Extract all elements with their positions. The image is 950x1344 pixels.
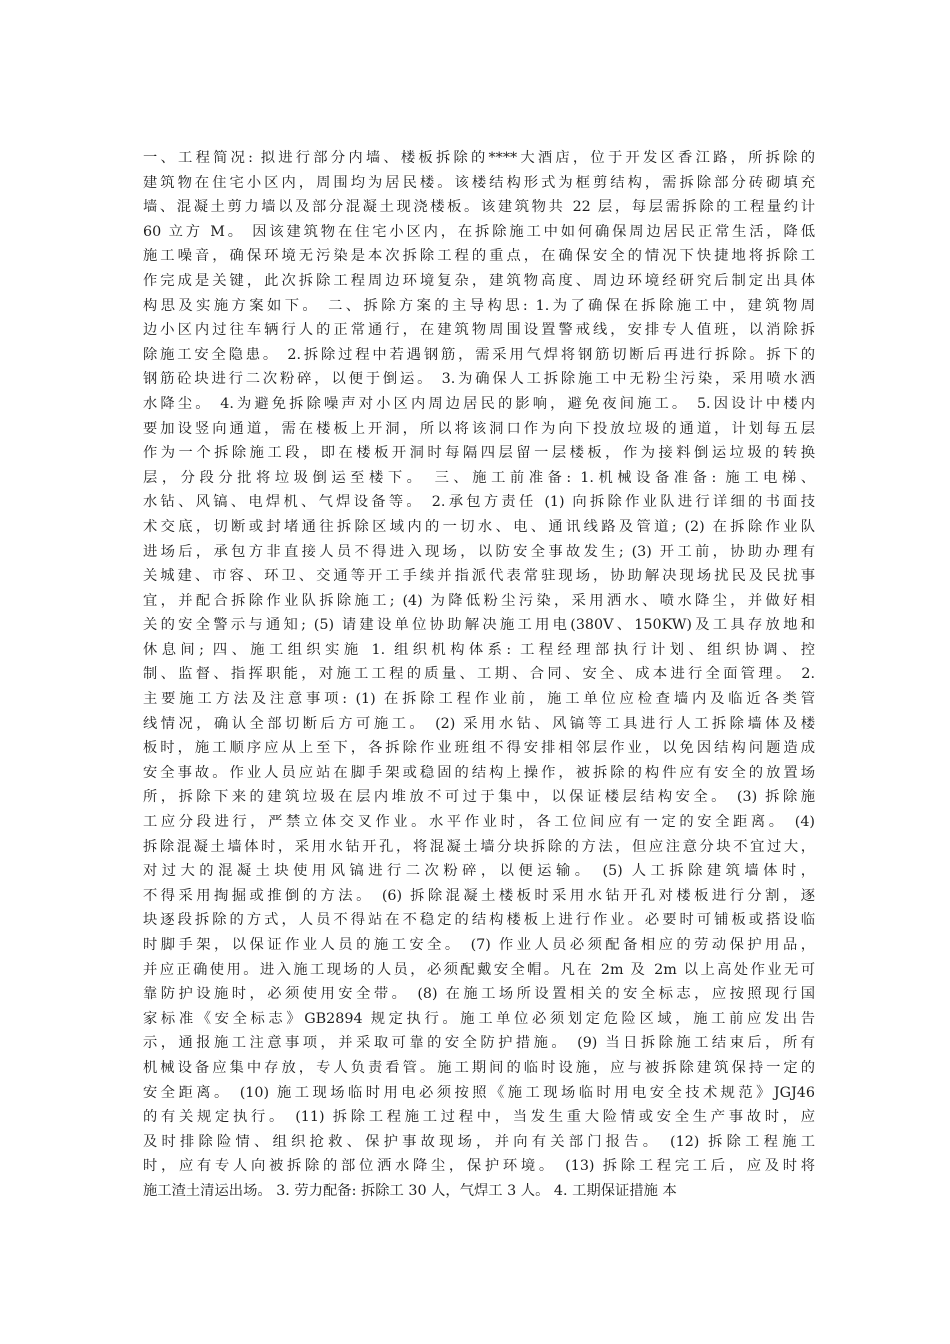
text-line: 的有关规定执行。 (11) 拆除工程施工过程中，当发生重大险情或安全生产事故时，应	[143, 1109, 815, 1126]
text-line: 线情况，确认全部切断后方可施工。 (2) 采用水钻、风镐等工具进行人工拆除墙体及楼	[143, 715, 815, 732]
text-line: 60 立方 M。 因该建筑物在住宅小区内，在拆除施工中如何确保周边居民正常生活，降低	[143, 223, 815, 240]
text-line: 水降尘。 4.为避免拆除噪声对小区内周边居民的影响，避免夜间施工。 5.因设计中楼内	[143, 395, 815, 412]
text-line: 主要施工方法及注意事项: (1) 在拆除工程作业前，施工单位应检查墙内及临近各类管	[143, 691, 815, 708]
text-line: 除施工安全隐患。 2.拆除过程中若遇钢筋，需采用气焊将钢筋切断后再进行拆除。拆下的	[143, 346, 815, 363]
text-line: 施工渣土清运出场。 3. 劳力配备: 拆除工 30 人，气焊工 3 人。 4. 工期保证措施 本	[143, 1182, 677, 1199]
text-line: 休息间; 四、施工组织实施 1. 组织机构体系: 工程经理部执行计划、组织协调、控	[143, 641, 815, 658]
text-line: 边小区内过往车辆行人的正常通行，在建筑物周围设置警戒线，安排专人值班，以消除拆	[143, 322, 815, 339]
body-text	[143, 146, 815, 1204]
text-line: 安全距离。 (10) 施工现场临时用电必须按照《施工现场临时用电安全技术规范》JGJ46	[143, 1084, 815, 1101]
text-line: 及时排除险情、组织抢救、保护事故现场，并向有关部门报告。 (12) 拆除工程施工	[143, 1133, 815, 1150]
text-line: 所，拆除下来的建筑垃圾在层内堆放不可过于集中，以保证楼层结构安全。 (3) 拆除施	[143, 789, 815, 806]
text-line: 宜，并配合拆除作业队拆除施工; (4) 为降低粉尘污染，采用洒水、喷水降尘，并做好相	[143, 592, 815, 609]
text-line: 示，通报施工注意事项，并采取可靠的安全防护措施。 (9) 当日拆除施工结束后，所有	[143, 1035, 815, 1052]
text-line: 关城建、市容、环卫、交通等开工手续并指派代表常驻现场，协助解决现场扰民及民扰事	[143, 568, 815, 585]
text-line: 建筑物在住宅小区内，周围均为居民楼。该楼结构形式为框剪结构，需拆除部分砖砌填充	[143, 174, 815, 191]
text-line: 不得采用掏掘或推倒的方法。 (6) 拆除混凝土楼板时采用水钻开孔对楼板进行分割，逐	[143, 887, 815, 904]
text-line: 要加设竖向通道，需在楼板上开洞，所以将该洞口作为向下投放垃圾的通道，计划每五层	[143, 420, 815, 437]
text-line: 施工噪音，确保环境无污染是本次拆除工程的重点，在确保安全的情况下快捷地将拆除工	[143, 248, 815, 265]
text-line: 板时，施工顺序应从上至下，各拆除作业班组不得安排相邻层作业，以免因结构问题造成	[143, 740, 815, 757]
text-line: 进场后，承包方非直接人员不得进入现场，以防安全事故发生; (3) 开工前，协助办理有	[143, 543, 815, 560]
text-line: 工应分段进行，严禁立体交叉作业。水平作业时，各工位间应有一定的安全距离。 (4)	[143, 814, 815, 831]
text-line: 关的安全警示与通知; (5) 请建设单位协助解决施工用电(380V、150KW)及工具存放地和	[143, 617, 815, 634]
text-line: 作为一个拆除施工段，即在楼板开洞时每隔四层留一层楼板，作为接料倒运垃圾的转换	[143, 445, 815, 462]
text-line: 作完成是关键，此次拆除工程周边环境复杂，建筑物高度、周边环境经研究后制定出具体	[143, 272, 815, 289]
text-line: 家标准《安全标志》GB2894 规定执行。施工单位必须划定危险区域，施工前应发出告	[143, 1010, 815, 1027]
text-line: 一、工程简况: 拟进行部分内墙、楼板拆除的****大酒店，位于开发区香江路，所拆除的	[143, 150, 815, 166]
text-line: 机械设备应集中存放，专人负责看管。施工期间的临时设施，应与被拆除建筑保持一定的	[143, 1059, 815, 1076]
text-line: 术交底，切断或封堵通往拆除区域内的一切水、电、通讯线路及管道; (2) 在拆除作业队	[143, 518, 815, 535]
text-line: 时，应有专人向被拆除的部位洒水降尘，保护环境。 (13) 拆除工程完工后，应及时将	[143, 1158, 815, 1175]
text-line: 时脚手架，以保证作业人员的施工安全。 (7) 作业人员必须配备相应的劳动保护用品，	[143, 937, 815, 953]
text-line: 钢筋砼块进行二次粉碎，以便于倒运。 3.为确保人工拆除施工中无粉尘污染，采用喷水洒	[143, 371, 815, 388]
text-line: 对过大的混凝土块使用风镐进行二次粉碎，以便运输。 (5) 人工拆除建筑墙体时，	[143, 863, 815, 880]
text-line: 拆除混凝土墙体时，采用水钻开孔，将混凝土墙分块拆除的方法，但应注意分块不宜过大，	[143, 838, 815, 855]
text-line: 构思及实施方案如下。 二、拆除方案的主导构思: 1.为了确保在拆除施工中，建筑物周	[143, 297, 815, 314]
text-line: 制、监督、指挥职能，对施工工程的质量、工期、合同、安全、成本进行全面管理。 2.	[143, 666, 815, 683]
text-line: 安全事故。作业人员应站在脚手架或稳固的结构上操作，被拆除的构件应有安全的放置场	[143, 764, 815, 781]
text-line: 靠防护设施时，必须使用安全带。 (8) 在施工场所设置相关的安全标志，应按照现行国	[143, 986, 815, 1003]
text-line: 块逐段拆除的方式，人员不得站在不稳定的结构楼板上进行作业。必要时可铺板或搭设临	[143, 912, 815, 929]
text-line: 墙、混凝土剪力墙以及部分混凝土现浇楼板。该建筑物共 22 层，每层需拆除的工程量约计	[143, 199, 815, 216]
text-line: 并应正确使用。进入施工现场的人员，必须配戴安全帽。凡在 2m 及 2m 以上高处作业无可	[143, 961, 815, 978]
text-line: 层，分段分批将垃圾倒运至楼下。 三、施工前准备: 1.机械设备准备: 施工电梯、	[143, 469, 815, 486]
text-line: 水钻、风镐、电焊机、气焊设备等。 2.承包方责任 (1) 向拆除作业队进行详细的书面技	[143, 494, 815, 511]
